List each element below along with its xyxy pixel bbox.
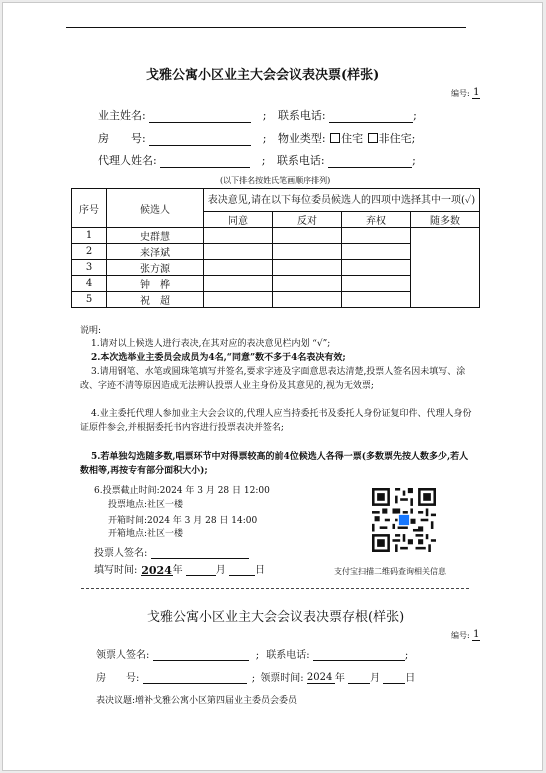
separator: ; (412, 154, 416, 167)
receive-time-month[interactable] (348, 672, 370, 684)
row-number: 4 (72, 276, 107, 292)
fill-time-year[interactable]: 2024 (141, 564, 172, 577)
voter-sign-field[interactable] (151, 547, 249, 559)
note-item-4: 4.业主委托代理人参加业主大会会议的,代理人应当持委托书及委托人身份证复印件、代理人身份证原件参会,并根据委托书内容进行投票表决并签名; (80, 409, 472, 433)
stub-room-row (96, 669, 415, 684)
separator: ; (261, 154, 266, 167)
candidate-header: 候选人 (107, 189, 204, 228)
abstain-cell[interactable] (342, 260, 411, 276)
note-item-3: 3.请用钢笔、水笔或圆珠笔填写并签名,要求字迹及字面意思表达清楚,投票人签名因未填写、涂改、字迹不清等原因造成无法辨认投票人业主身份及其意见的,视为无效票; (80, 367, 466, 391)
opinion-header: 表决意见,请在以下每位委员候选人的四项中选择其中一项(✓) (204, 189, 480, 212)
abstain-cell[interactable] (342, 276, 411, 292)
stub-topic: 表决议题:增补戈雅公寓小区第四届业主委员会委员 (96, 696, 298, 706)
day-unit: 日 (405, 673, 416, 684)
voter-sign-label: 投票人签名: (94, 548, 148, 559)
oppose-cell[interactable] (273, 228, 342, 244)
separator: ; (404, 650, 409, 661)
residential-label: 住宅 (341, 132, 364, 145)
row-number: 5 (72, 292, 107, 308)
receiver-sign-label: 领票人签名: (96, 650, 150, 661)
oppose-cell[interactable] (273, 260, 342, 276)
separator: ; (251, 673, 256, 684)
vote-place: 投票地点:社区一楼 (108, 500, 184, 510)
ballot-page (2, 2, 543, 771)
table-header-row (72, 189, 480, 212)
fill-time-month[interactable] (186, 564, 216, 576)
separator: ; (411, 132, 416, 145)
stub-phone-field[interactable] (313, 649, 405, 661)
seq-header: 序号 (72, 189, 107, 228)
month-unit: 月 (370, 673, 381, 684)
table-note: (以下排名按姓氏笔画顺序排列) (220, 176, 331, 185)
separator: ; (262, 109, 267, 122)
agree-cell[interactable] (204, 276, 273, 292)
agent-phone-label: 联系电话: (276, 154, 325, 167)
non-residential-checkbox[interactable] (368, 133, 378, 143)
year-unit: 年 (334, 673, 345, 684)
receiver-sign-field[interactable] (153, 649, 249, 661)
agent-name-field[interactable] (160, 156, 250, 168)
agree-cell[interactable] (204, 244, 273, 260)
abstain-cell[interactable] (342, 292, 411, 308)
abstain-cell[interactable] (342, 228, 411, 244)
stub-serial-value: 1 (473, 629, 480, 640)
receive-time-day[interactable] (383, 672, 405, 684)
voter-sign-row (94, 544, 249, 559)
cut-line (81, 588, 469, 589)
owner-name-row (98, 107, 417, 123)
phone-field[interactable] (329, 111, 413, 123)
row-number: 2 (72, 244, 107, 260)
oppose-cell[interactable] (273, 244, 342, 260)
room-row (98, 130, 415, 146)
stub-serial-label: 编号: (451, 631, 470, 640)
stub-phone-label: 联系电话: (266, 650, 310, 661)
month-unit: 月 (215, 565, 226, 576)
separator: ; (413, 109, 417, 122)
agent-phone-field[interactable] (328, 156, 412, 168)
row-number: 3 (72, 260, 107, 276)
room-field[interactable] (149, 134, 251, 146)
separator: ; (255, 650, 260, 661)
stub-title: 戈雅公寓小区业主大会会议表决票存根(样张) (147, 610, 405, 625)
open-place: 开箱地点:社区一楼 (108, 529, 184, 539)
row-number: 1 (72, 228, 107, 244)
serial-label: 编号: (451, 89, 470, 98)
top-rule (66, 27, 466, 28)
serial-value: 1 (473, 87, 480, 98)
owner-name-field[interactable] (149, 111, 251, 123)
note-item-1: 1.请对以上候选人进行表决,在其对应的表决意见栏内划 “√”; (91, 339, 331, 349)
follow-majority-cell[interactable] (411, 228, 480, 308)
oppose-header: 反对 (273, 212, 342, 228)
fill-time-row (94, 561, 265, 576)
non-residential-label: 非住宅 (378, 132, 412, 145)
open-time: 开箱时间:2024 年 3 月 28 日 14:00 (108, 516, 258, 526)
year-unit: 年 (172, 565, 183, 576)
separator: ; (262, 132, 267, 145)
candidate-name: 张方源 (107, 260, 204, 276)
note-item-5: 5.若单独勾选随多数,唱票环节中对得票较高的前4位候选人各得一票(多数票先按人数多少,若人数相等,再按专有部分面积大小); (80, 452, 469, 476)
room-label: 房 号: (98, 132, 146, 145)
candidate-name: 来泽斌 (107, 244, 204, 260)
oppose-cell[interactable] (273, 292, 342, 308)
stub-room-label: 房 号: (96, 673, 140, 684)
follow-majority-header: 随多数 (411, 212, 480, 228)
day-unit: 日 (254, 565, 265, 576)
receive-time-year[interactable]: 2024 (307, 672, 335, 684)
residential-checkbox[interactable] (330, 133, 340, 143)
abstain-cell[interactable] (342, 244, 411, 260)
property-type-label: 物业类型: (277, 132, 326, 145)
fill-time-label: 填写时间: (94, 565, 138, 576)
candidate-name: 祝 超 (107, 292, 204, 308)
agent-name-label: 代理人姓名: (98, 154, 157, 167)
note-item-6: 6.投票截止时间:2024 年 3 月 28 日 12:00 (94, 486, 270, 496)
agree-header: 同意 (204, 212, 273, 228)
stub-serial (451, 629, 480, 641)
notes-heading: 说明: (80, 326, 102, 336)
candidate-name: 史群慧 (107, 228, 204, 244)
agree-cell[interactable] (204, 292, 273, 308)
fill-time-day[interactable] (229, 564, 255, 576)
stub-receiver-row (96, 646, 408, 661)
qr-code-image (372, 488, 436, 552)
serial-number (451, 87, 480, 99)
ballot-title: 戈雅公寓小区业主大会会议表决票(样张) (146, 68, 380, 83)
candidate-name: 钟 桦 (107, 276, 204, 292)
agree-cell[interactable] (204, 228, 273, 244)
phone-label: 联系电话: (277, 109, 326, 122)
agree-cell[interactable] (204, 260, 273, 276)
owner-name-label: 业主姓名: (98, 109, 146, 122)
receive-time-label: 领票时间: (260, 673, 304, 684)
table-row (72, 228, 480, 244)
note-item-2: 2.本次选举业主委员会成员为4名,“同意”数不多于4名表决有效; (91, 353, 346, 363)
oppose-cell[interactable] (273, 276, 342, 292)
agent-row (98, 152, 416, 168)
abstain-header: 弃权 (342, 212, 411, 228)
qr-caption: 支付宝扫描二维码查询相关信息 (334, 567, 446, 576)
vote-table (71, 188, 480, 308)
stub-room-field[interactable] (143, 672, 247, 684)
